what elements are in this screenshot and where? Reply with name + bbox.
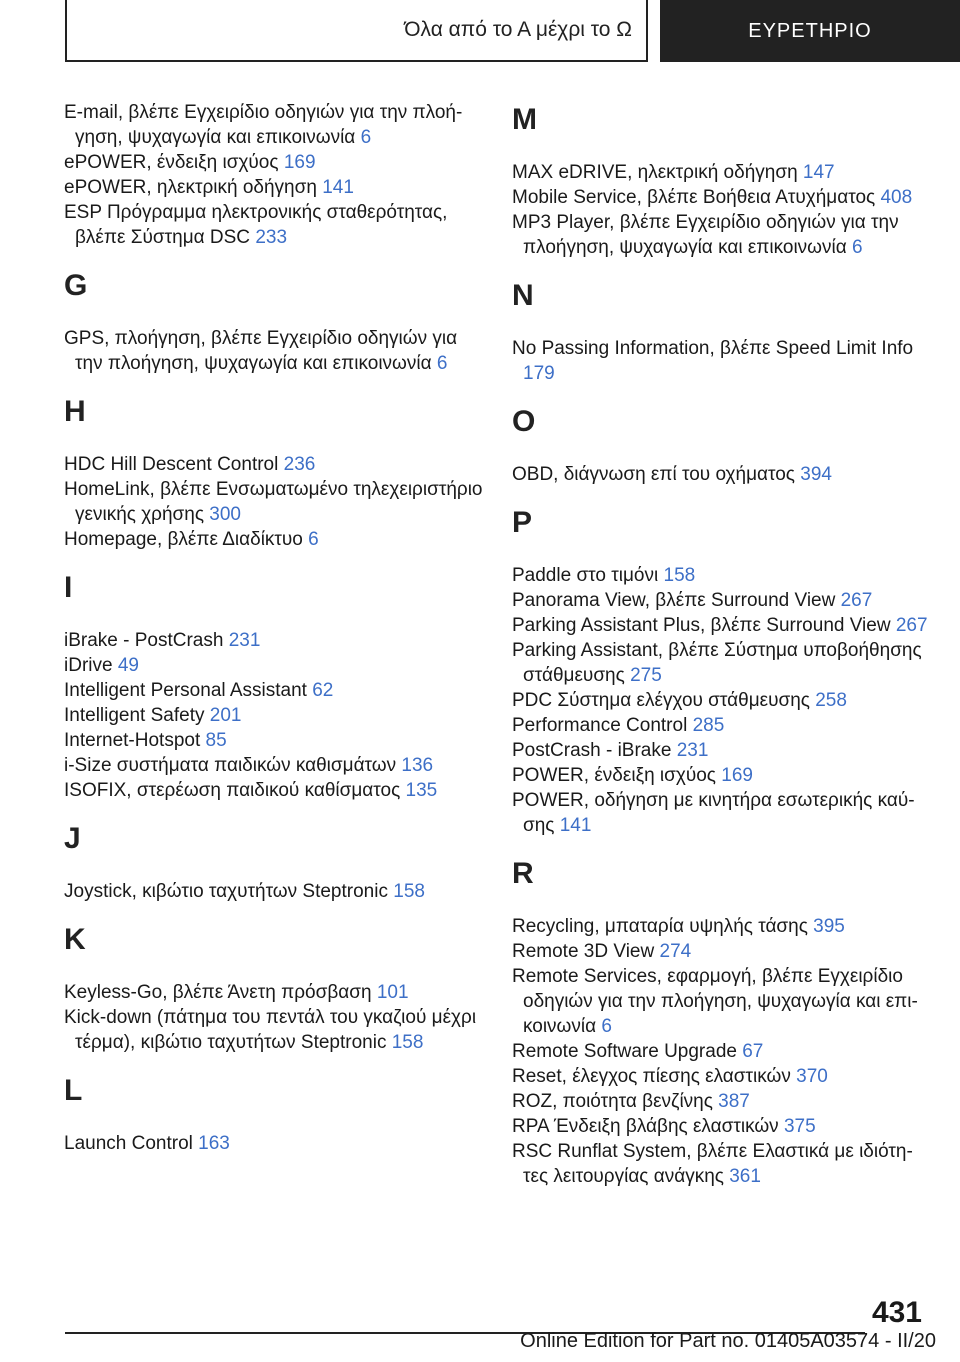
index-entry-text: Remote Software Upgrade [512, 1041, 737, 1062]
index-entry-text: Keyless-Go, βλέπε Άνετη πρόσβαση [64, 982, 372, 1003]
index-entry [512, 964, 932, 1039]
index-page-link[interactable]: 387 [718, 1091, 750, 1112]
index-letter-heading: L [64, 1074, 83, 1107]
index-entry [64, 100, 484, 150]
index-entry-text: ROZ, ποιότητα βενζίνης [512, 1091, 713, 1112]
index-page-link[interactable]: 6 [852, 237, 863, 258]
index-letter-heading: G [64, 269, 88, 302]
index-entry-text: POWER, οδήγηση με κινητήρα εσωτερικής καύ-σης [512, 790, 915, 836]
index-page-link[interactable]: 49 [117, 655, 139, 676]
index-letter-heading: N [512, 279, 534, 312]
index-page-link[interactable]: 158 [393, 881, 425, 902]
index-entry [512, 688, 932, 713]
index-entry [512, 160, 932, 185]
index-entry-text: RPA Ένδειξη βλάβης ελαστικών [512, 1116, 779, 1137]
index-entry [64, 150, 484, 175]
index-entry [64, 980, 484, 1005]
page-number: 431 [871, 1296, 922, 1329]
index-entry [64, 678, 484, 703]
index-entry-text: ISOFIX, στερέωση παιδικού καθίσματος [64, 780, 401, 801]
index-page-link[interactable]: 375 [783, 1116, 816, 1137]
index-entry-text: Performance Control [512, 715, 688, 736]
index-entry-text: Intelligent Personal Assistant [64, 680, 307, 701]
index-page-link[interactable]: 85 [205, 730, 227, 751]
index-entry [512, 613, 932, 638]
index-page-link[interactable]: 231 [228, 630, 261, 651]
index-page-link[interactable]: 231 [676, 740, 709, 761]
index-page-link[interactable]: 361 [729, 1166, 761, 1187]
index-entry [512, 185, 932, 210]
index-entry-text: RSC Runflat System, βλέπε Ελαστικά με ιδιότη-τες λειτουργίας ανάγκης [512, 1141, 913, 1187]
index-tab[interactable] [660, 0, 960, 62]
index-entry [64, 628, 484, 653]
index-page-link[interactable]: 6 [360, 127, 372, 148]
index-letter-heading: K [64, 923, 86, 956]
index-entry [64, 175, 484, 200]
index-entry-text: iBrake - PostCrash [64, 630, 224, 651]
index-entry-text: ESP Πρόγραμμα ηλεκτρονικής σταθερότητας, βλέπε Σύστημα DSC [64, 202, 448, 248]
index-letter-heading: M [512, 103, 537, 136]
index-entry [64, 778, 484, 803]
index-page-link[interactable]: 169 [721, 765, 753, 786]
index-entry-text: Remote 3D View [512, 941, 655, 962]
index-entry-text: MP3 Player, βλέπε Εγχειρίδιο οδηγιών για την πλοήγηση, ψυχαγωγία και επικοινωνία [512, 212, 899, 258]
index-page-link[interactable]: 179 [523, 363, 555, 384]
index-entry-text: GPS, πλοήγηση, βλέπε Εγχειρίδιο οδηγιών για την πλοήγηση, ψυχαγωγία και επικοινωνία [64, 328, 458, 374]
index-entry [64, 477, 484, 527]
index-page-link[interactable]: 67 [742, 1041, 764, 1062]
index-page-link[interactable]: 169 [283, 152, 316, 173]
index-entry [512, 738, 932, 763]
index-page-link[interactable]: 370 [796, 1066, 828, 1087]
index-entry [512, 713, 932, 738]
index-entry [512, 1039, 932, 1064]
index-entry-text: PDC Σύστημα ελέγχου στάθμευσης [512, 690, 810, 711]
index-page-link[interactable]: 147 [802, 162, 835, 183]
index-page-link[interactable]: 101 [376, 982, 409, 1003]
index-letter-heading: O [512, 405, 536, 438]
index-entry-text: Parking Assistant Plus, βλέπε Surround View [512, 615, 891, 636]
index-entry [512, 1089, 932, 1114]
index-entry-text: Kick-down (πάτημα του πεντάλ του γκαζιού μέχρι τέρμα), κιβώτιο ταχυτήτων Steptronic [64, 1007, 477, 1053]
index-page-link[interactable]: 408 [880, 187, 913, 208]
index-entry [64, 200, 484, 250]
section-header [65, 0, 648, 62]
index-letter-heading: J [64, 822, 81, 855]
index-page-link[interactable]: 141 [559, 815, 592, 836]
index-entry-text: Paddle στο τιμόνι [512, 565, 659, 586]
index-page-link[interactable]: 300 [209, 504, 241, 525]
index-entry-text: Parking Assistant, βλέπε Σύστημα υποβοήθησης στάθμευσης [512, 640, 922, 686]
index-entry-text: ePOWER, ηλεκτρική οδήγηση [64, 177, 317, 198]
index-page-link[interactable]: 141 [322, 177, 354, 198]
index-page-link[interactable]: 258 [815, 690, 847, 711]
section-title: Όλα από το Α μέχρι το Ω [404, 18, 632, 41]
index-entry [512, 588, 932, 613]
index-page-link[interactable]: 236 [283, 454, 316, 475]
index-entry [64, 326, 484, 376]
index-entry [64, 1005, 484, 1055]
index-entry [512, 939, 932, 964]
index-entry [512, 1139, 932, 1189]
index-entry [512, 1114, 932, 1139]
index-page-link[interactable]: 158 [663, 565, 696, 586]
index-entry-text: Homepage, βλέπε Διαδίκτυο [64, 529, 303, 550]
index-entry [512, 563, 932, 588]
footer-edition: Online Edition for Part no. 01405A03574 - II/20 [520, 1330, 936, 1352]
index-page-link[interactable]: 395 [813, 916, 845, 937]
index-entry-text: Joystick, κιβώτιο ταχυτήτων Steptronic [64, 881, 388, 902]
index-entry [512, 763, 932, 788]
index-page-link[interactable]: 275 [630, 665, 662, 686]
index-letter-heading: P [512, 506, 533, 539]
index-entry [64, 703, 484, 728]
index-entry [512, 336, 932, 386]
index-entry-text: Internet-Hotspot [64, 730, 201, 751]
index-entry [512, 638, 932, 688]
index-entry [512, 914, 932, 939]
index-entry-text: HDC Hill Descent Control [64, 454, 279, 475]
index-entry-text: Mobile Service, βλέπε Βοήθεια Ατυχήματος [512, 187, 876, 208]
index-column-right [512, 100, 932, 1189]
index-entry [512, 210, 932, 260]
index-entry-text: Panorama View, βλέπε Surround View [512, 590, 836, 611]
index-entry-text: HomeLink, βλέπε Ενσωματωμένο τηλεχειριστήριο γενικής χρήσης [64, 479, 483, 525]
index-entry [64, 1131, 484, 1156]
index-page-link[interactable]: 6 [601, 1016, 612, 1037]
index-page-link[interactable]: 394 [800, 464, 832, 485]
index-page-link[interactable]: 267 [840, 590, 873, 611]
index-entry [64, 527, 484, 552]
index-entry [64, 753, 484, 778]
index-entry-text: Launch Control [64, 1133, 193, 1154]
index-entry [64, 653, 484, 678]
index-page-link[interactable]: 233 [255, 227, 288, 248]
index-page-link[interactable]: 285 [692, 715, 725, 736]
index-column-left [64, 100, 484, 1156]
index-page-link[interactable]: 267 [895, 615, 928, 636]
index-entry-text: Recycling, μπαταρία υψηλής τάσης [512, 916, 808, 937]
index-entry-text: E-mail, βλέπε Εγχειρίδιο οδηγιών για την πλοή-γηση, ψυχαγωγία και επικοινωνία [64, 102, 463, 148]
index-page-link[interactable]: 163 [198, 1133, 230, 1154]
index-tab-label: ΕΥΡΕΤΗΡΙΟ [748, 19, 872, 42]
index-entry [512, 1064, 932, 1089]
index-page-link[interactable]: 6 [308, 529, 319, 550]
index-page-link[interactable]: 136 [401, 755, 434, 776]
index-entry-text: Reset, έλεγχος πίεσης ελαστικών [512, 1066, 791, 1087]
index-entry [512, 462, 932, 487]
index-page-link[interactable]: 201 [209, 705, 242, 726]
index-page-link[interactable]: 62 [312, 680, 334, 701]
index-entry-text: Intelligent Safety [64, 705, 205, 726]
index-entry [64, 728, 484, 753]
index-entry [64, 452, 484, 477]
index-page-link[interactable]: 135 [405, 780, 438, 801]
index-letter-heading: R [512, 857, 534, 890]
index-entry [512, 788, 932, 838]
index-entry-text: Remote Services, εφαρμογή, βλέπε Εγχειρίδιο οδηγιών για την πλοήγηση, ψυχαγωγία και επι-κοινωνία [512, 966, 918, 1037]
index-entry-text: iDrive [64, 655, 113, 676]
index-page-link[interactable]: 158 [391, 1032, 424, 1053]
index-entry [64, 879, 484, 904]
index-entry-text: OBD, διάγνωση επί του οχήματος [512, 464, 795, 485]
index-entry-text: No Passing Information, βλέπε Speed Limit Info [512, 338, 914, 359]
index-page-link[interactable]: 274 [659, 941, 692, 962]
index-entry-text: ePOWER, ένδειξη ισχύος [64, 152, 279, 173]
index-entry-text: MAX eDRIVE, ηλεκτρική οδήγηση [512, 162, 798, 183]
index-entry-text: PostCrash - iBrake [512, 740, 672, 761]
index-entry-text: POWER, ένδειξη ισχύος [512, 765, 716, 786]
index-page-link[interactable]: 6 [436, 353, 448, 374]
index-letter-heading: I [64, 571, 73, 604]
index-entry-text: i-Size συστήματα παιδικών καθισμάτων [64, 755, 397, 776]
index-letter-heading: H [64, 395, 86, 428]
